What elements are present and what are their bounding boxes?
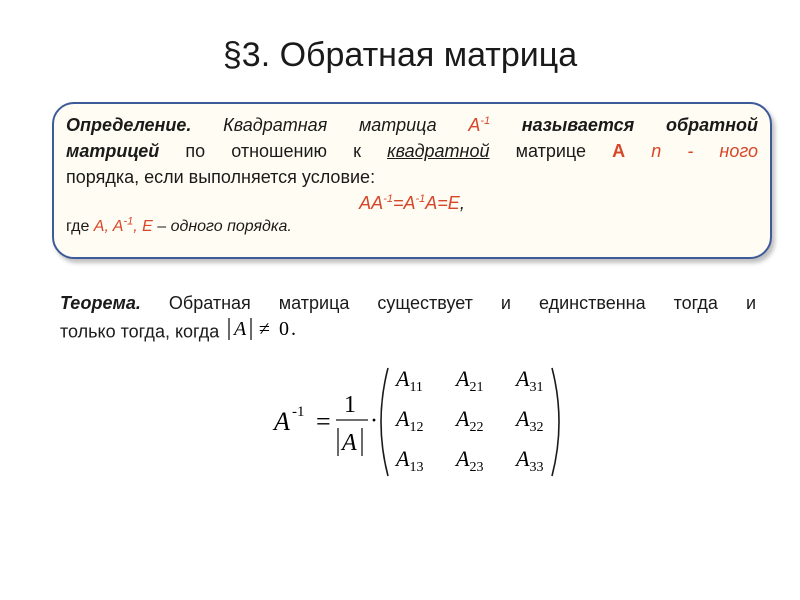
inverse-condition — [66, 190, 758, 216]
condition-part: =A — [392, 193, 416, 213]
definition-line-2 — [66, 138, 758, 164]
matrix-entry: $A_{12}$ — [396, 406, 424, 435]
where-list-part: , E — [133, 218, 153, 235]
definition-term: Определение. — [66, 115, 192, 135]
definition-text: матрице — [489, 141, 613, 161]
definition-line-1 — [66, 112, 758, 138]
matrix-entry: $A_{21}$ — [456, 366, 484, 395]
theorem-text: Обратная матрица существует и единственна тогда и — [140, 293, 756, 313]
theorem-line-1 — [60, 290, 756, 316]
theorem-block — [60, 290, 756, 349]
formula-equals: = — [316, 407, 331, 436]
theorem-term: Теорема. — [60, 293, 141, 313]
zero: 0 — [279, 318, 290, 340]
condition-comma: , — [459, 193, 465, 213]
left-paren — [381, 368, 388, 476]
condition-part: A=E — [425, 193, 460, 213]
definition-line-5 — [66, 216, 758, 238]
formula-dot: · — [370, 408, 378, 434]
definition-text: называется обратной — [490, 115, 758, 135]
definition-line-3: порядка, если выполняется условие: — [66, 167, 376, 187]
where-list-part: A, A — [93, 218, 124, 235]
formula-lhs: A — [274, 407, 290, 436]
right-paren — [552, 368, 559, 476]
where-list — [93, 215, 153, 235]
definition-text-underlined: квадратной — [387, 141, 490, 161]
period: . — [291, 318, 297, 340]
definition-text: по отношению к — [159, 141, 388, 161]
det-matrix-symbol: A — [234, 318, 247, 340]
matrix-entry: $A_{33}$ — [516, 446, 544, 475]
inverse-matrix-formula — [270, 362, 570, 482]
matrix-entries — [394, 366, 543, 475]
condition-part: AA — [359, 193, 384, 213]
condition-exponent: -1 — [383, 193, 393, 205]
definition-box — [52, 102, 772, 259]
theorem-line-2 — [60, 316, 756, 349]
fraction-numerator: 1 — [344, 392, 356, 418]
slide-title: §3. Обратная матрица — [222, 36, 578, 74]
matrix-symbol: A — [468, 115, 481, 135]
where-text: где — [66, 218, 94, 235]
matrix-entry: $A_{11}$ — [396, 366, 423, 395]
theorem-text: только тогда, когда — [60, 321, 225, 342]
determinant-condition — [224, 316, 300, 349]
n-order: n - ного — [625, 141, 759, 161]
not-equal-sign: ≠ — [259, 318, 271, 340]
inverse-exponent: -1 — [480, 115, 491, 127]
where-exponent: -1 — [123, 215, 134, 228]
definition-text: матрицей — [66, 141, 160, 161]
formula-lhs-exponent: -1 — [292, 404, 305, 420]
where-tail: – одного порядка. — [152, 218, 292, 235]
condition-exponent: -1 — [415, 193, 426, 205]
matrix-entry: $A_{22}$ — [456, 406, 484, 435]
matrix-a-inverse — [468, 115, 490, 135]
definition-text: Квадратная матрица — [191, 115, 469, 135]
matrix-entry: $A_{13}$ — [396, 446, 424, 475]
fraction-denominator: A — [342, 430, 357, 456]
matrix-entry: $A_{23}$ — [456, 446, 484, 475]
matrix-entry: $A_{32}$ — [516, 406, 544, 435]
matrix-entry: $A_{31}$ — [516, 366, 544, 395]
matrix-symbol: A — [612, 141, 626, 161]
